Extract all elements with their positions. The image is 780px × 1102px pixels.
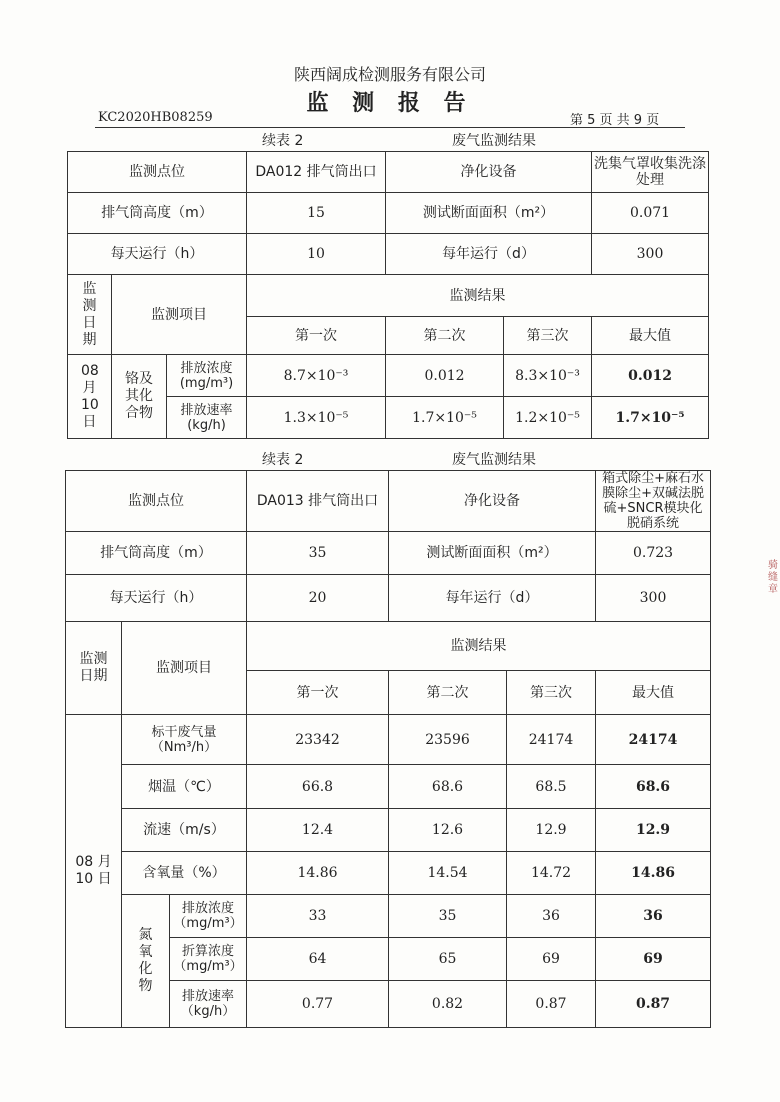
max-cell: 14.86 bbox=[596, 852, 711, 895]
param-cell: 流速（m/s） bbox=[122, 809, 247, 852]
table1-caption-right: 废气监测结果 bbox=[452, 133, 536, 149]
company-name: 陕西阔成检测服务有限公司 bbox=[293, 65, 486, 84]
max-cell: 0.012 bbox=[592, 355, 709, 397]
cell-value: 0.723 bbox=[596, 532, 711, 575]
table1-row-height bbox=[68, 193, 709, 234]
value-cell: 0.77 bbox=[247, 981, 389, 1028]
param-cell: 含氧量（%） bbox=[122, 852, 247, 895]
value-cell: 24174 bbox=[507, 715, 596, 765]
param-cell: 标干废气量（Nm³/h） bbox=[122, 715, 247, 765]
table2-row-height bbox=[66, 532, 711, 575]
table1-row-operation bbox=[68, 234, 709, 275]
max-cell: 24174 bbox=[596, 715, 711, 765]
value-cell: 14.72 bbox=[507, 852, 596, 895]
cell-value: 35 bbox=[247, 532, 389, 575]
max-cell: 68.6 bbox=[596, 765, 711, 809]
table1-caption-left: 续表 2 bbox=[262, 133, 304, 149]
max-cell: 12.9 bbox=[596, 809, 711, 852]
report-title: 监 测 报 告 bbox=[306, 91, 474, 116]
cell-label: 监测点位 bbox=[66, 471, 247, 532]
table2-header-row bbox=[66, 622, 711, 671]
value-cell: 36 bbox=[507, 895, 596, 938]
header-item: 监测项目 bbox=[112, 275, 247, 355]
table-row bbox=[68, 355, 709, 397]
param-cell: 排放速率(kg/h) bbox=[167, 397, 247, 439]
cell-value: DA012 排气筒出口 bbox=[247, 152, 386, 193]
cell-label: 监测点位 bbox=[68, 152, 247, 193]
cell-label: 测试断面面积（m²） bbox=[389, 532, 596, 575]
cell-value: 0.071 bbox=[592, 193, 709, 234]
cell-label: 每年运行（d） bbox=[389, 575, 596, 622]
date-cell: 08月10日 bbox=[68, 355, 112, 439]
cell-value: 15 bbox=[247, 193, 386, 234]
header-max: 最大值 bbox=[592, 317, 709, 355]
header-second: 第二次 bbox=[389, 671, 507, 715]
value-cell: 12.9 bbox=[507, 809, 596, 852]
value-cell: 14.86 bbox=[247, 852, 389, 895]
header-date: 监测日期 bbox=[66, 622, 122, 715]
value-cell: 33 bbox=[247, 895, 389, 938]
report-number: KC2020HB08259 bbox=[98, 110, 213, 125]
value-cell: 0.82 bbox=[389, 981, 507, 1028]
cell-label: 排气筒高度（m） bbox=[68, 193, 247, 234]
value-cell: 12.4 bbox=[247, 809, 389, 852]
header-first: 第一次 bbox=[247, 317, 386, 355]
header-third: 第三次 bbox=[504, 317, 592, 355]
table2-row-location bbox=[66, 471, 711, 532]
group-cell: 氮氧化物 bbox=[122, 895, 170, 1028]
cell-label: 每天运行（h） bbox=[68, 234, 247, 275]
group-cell: 铬及其化合物 bbox=[112, 355, 167, 439]
header-item: 监测项目 bbox=[122, 622, 247, 715]
value-cell: 8.7×10⁻³ bbox=[247, 355, 386, 397]
value-cell: 1.2×10⁻⁵ bbox=[504, 397, 592, 439]
cell-value: 箱式除尘+麻石水膜除尘+双碱法脱硫+SNCR模块化脱硝系统 bbox=[596, 471, 711, 532]
value-cell: 0.87 bbox=[507, 981, 596, 1028]
param-cell: 折算浓度（mg/m³） bbox=[170, 938, 247, 981]
table-row bbox=[66, 809, 711, 852]
cell-value: 洗集气罩收集洗涤处理 bbox=[592, 152, 709, 193]
value-cell: 0.012 bbox=[386, 355, 504, 397]
cell-label: 每天运行（h） bbox=[66, 575, 247, 622]
value-cell: 8.3×10⁻³ bbox=[504, 355, 592, 397]
table2-caption-left: 续表 2 bbox=[262, 452, 304, 468]
table2-caption-right: 废气监测结果 bbox=[452, 452, 536, 468]
cell-value: 300 bbox=[596, 575, 711, 622]
header-rule bbox=[95, 127, 685, 128]
header-first: 第一次 bbox=[247, 671, 389, 715]
value-cell: 1.7×10⁻⁵ bbox=[386, 397, 504, 439]
table-row bbox=[66, 765, 711, 809]
value-cell: 69 bbox=[507, 938, 596, 981]
max-cell: 1.7×10⁻⁵ bbox=[592, 397, 709, 439]
value-cell: 68.6 bbox=[389, 765, 507, 809]
max-cell: 36 bbox=[596, 895, 711, 938]
cell-label: 排气筒高度（m） bbox=[66, 532, 247, 575]
header-third: 第三次 bbox=[507, 671, 596, 715]
cell-value: DA013 排气筒出口 bbox=[247, 471, 389, 532]
value-cell: 23342 bbox=[247, 715, 389, 765]
value-cell: 35 bbox=[389, 895, 507, 938]
cell-label: 净化设备 bbox=[389, 471, 596, 532]
header-result: 监测结果 bbox=[247, 275, 709, 317]
table-row bbox=[66, 895, 711, 938]
header-result: 监测结果 bbox=[247, 622, 711, 671]
param-cell: 排放速率（kg/h） bbox=[170, 981, 247, 1028]
header-date: 监测日期 bbox=[68, 275, 112, 355]
value-cell: 12.6 bbox=[389, 809, 507, 852]
cell-label: 净化设备 bbox=[386, 152, 592, 193]
value-cell: 65 bbox=[389, 938, 507, 981]
param-cell: 排放浓度（mg/m³） bbox=[170, 895, 247, 938]
table2-row-operation bbox=[66, 575, 711, 622]
cell-value: 20 bbox=[247, 575, 389, 622]
value-cell: 14.54 bbox=[389, 852, 507, 895]
param-cell: 排放浓度(mg/m³) bbox=[167, 355, 247, 397]
table-row bbox=[66, 852, 711, 895]
table1-row-location bbox=[68, 152, 709, 193]
value-cell: 64 bbox=[247, 938, 389, 981]
table1-header-row bbox=[68, 275, 709, 317]
header-max: 最大值 bbox=[596, 671, 711, 715]
value-cell: 1.3×10⁻⁵ bbox=[247, 397, 386, 439]
cell-label: 测试断面面积（m²） bbox=[386, 193, 592, 234]
cell-value: 300 bbox=[592, 234, 709, 275]
page-info: 第 5 页 共 9 页 bbox=[570, 113, 660, 128]
value-cell: 66.8 bbox=[247, 765, 389, 809]
margin-stamp: 骑缝章 bbox=[768, 560, 778, 595]
date-cell: 08 月10 日 bbox=[66, 715, 122, 1028]
max-cell: 0.87 bbox=[596, 981, 711, 1028]
table1 bbox=[67, 151, 709, 439]
value-cell: 23596 bbox=[389, 715, 507, 765]
header-second: 第二次 bbox=[386, 317, 504, 355]
param-cell: 烟温（℃） bbox=[122, 765, 247, 809]
cell-value: 10 bbox=[247, 234, 386, 275]
max-cell: 69 bbox=[596, 938, 711, 981]
cell-label: 每年运行（d） bbox=[386, 234, 592, 275]
table2 bbox=[65, 470, 711, 1028]
value-cell: 68.5 bbox=[507, 765, 596, 809]
table-row bbox=[66, 715, 711, 765]
